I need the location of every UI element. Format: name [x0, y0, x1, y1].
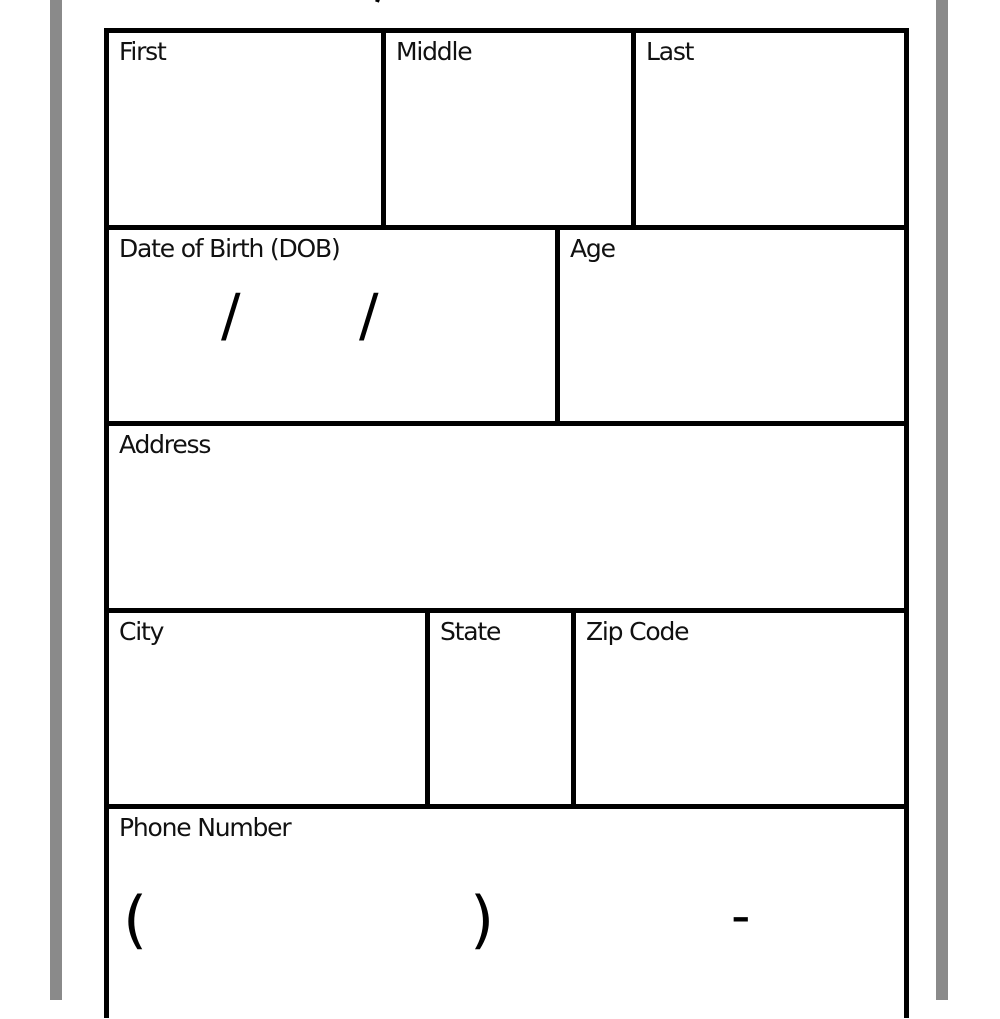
last-name-label: Last	[646, 37, 694, 66]
divider-middle-last	[631, 33, 636, 225]
phone-number-field[interactable]	[109, 809, 904, 1019]
sheet-edge-left	[50, 0, 62, 1000]
divider-row4	[109, 804, 904, 809]
city-field[interactable]	[109, 613, 425, 804]
sheet-edge-right	[936, 0, 948, 1000]
address-field[interactable]	[109, 426, 904, 608]
dob-separator-day-year: /	[359, 281, 379, 349]
cropped-title-fragment	[372, 0, 386, 4]
phone-number-label: Phone Number	[119, 813, 291, 842]
state-field[interactable]	[430, 613, 571, 804]
divider-row3	[109, 608, 904, 613]
state-label: State	[440, 617, 501, 646]
divider-row1	[109, 225, 904, 230]
divider-city-state	[425, 613, 430, 809]
age-field[interactable]	[560, 230, 904, 421]
zip-code-field[interactable]	[576, 613, 904, 804]
phone-close-paren: )	[470, 883, 495, 956]
dob-separator-month-day: /	[221, 281, 241, 349]
divider-state-zip	[571, 613, 576, 809]
divider-dob-age	[555, 230, 560, 426]
zip-code-label: Zip Code	[586, 617, 689, 646]
divider-row2	[109, 421, 904, 426]
first-name-label: First	[119, 37, 166, 66]
personal-info-form	[104, 28, 909, 1018]
address-label: Address	[119, 430, 211, 459]
middle-name-label: Middle	[396, 37, 472, 66]
dob-field[interactable]	[109, 230, 555, 421]
first-name-field[interactable]	[109, 33, 381, 225]
phone-open-paren: (	[123, 883, 148, 956]
age-label: Age	[570, 234, 615, 263]
dob-label: Date of Birth (DOB)	[119, 234, 340, 263]
last-name-field[interactable]	[636, 33, 904, 225]
city-label: City	[119, 617, 164, 646]
divider-first-middle	[381, 33, 386, 225]
middle-name-field[interactable]	[386, 33, 631, 225]
phone-dash: -	[731, 884, 751, 947]
